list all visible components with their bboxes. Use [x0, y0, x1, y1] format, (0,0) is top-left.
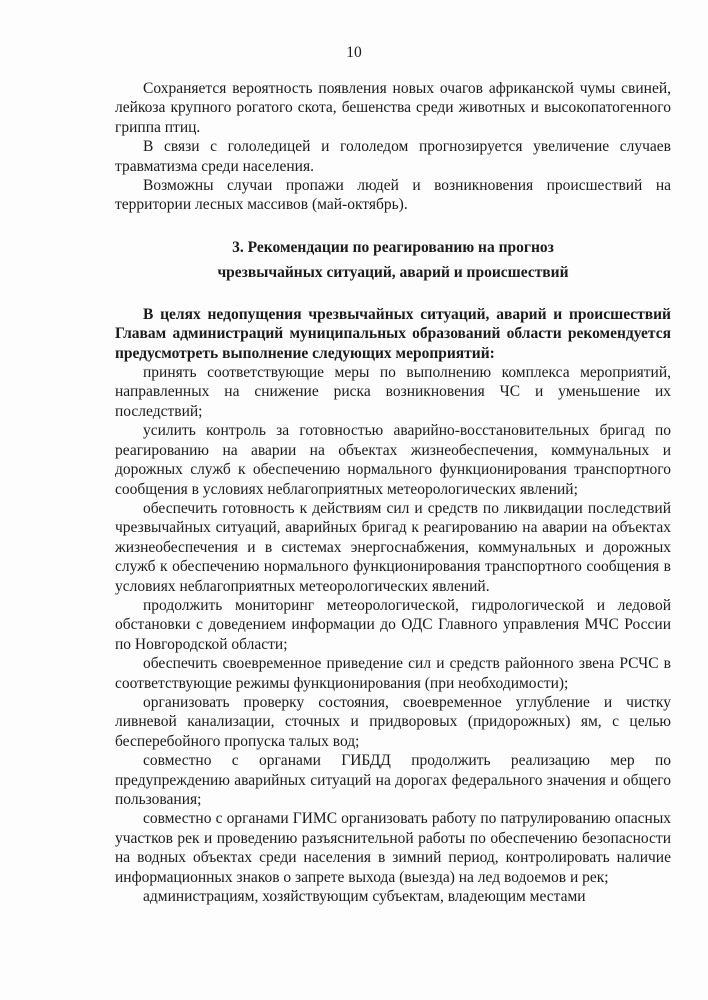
section-heading-line-2: чрезвычайных ситуаций, аварий и происшествий	[217, 263, 569, 281]
recommendation-item: обеспечить готовность к действиям сил и средств по ликвидации последствий чрезвычайных ситуаций, аварийных бригад к реагированию на аварии на объектах жизнеобеспечения и в системах энергоснабжения, коммунальных и дорожных служб к обеспечению нормального функционирования транспортного сообщения в условиях неблагоприятных метеорологических явлений.	[115, 499, 671, 595]
paragraph-injury-risk: В связи с гололедицей и гололедом прогнозируется увеличение случаев травматизма среди населения.	[115, 138, 671, 175]
section-heading	[115, 235, 671, 285]
recommendation-item: совместно с органами ГИБДД продолжить реализацию мер по предупреждению аварийных ситуаций на дорогах федерального значения и общего пользования;	[115, 752, 671, 808]
section-heading-line-1: 3. Рекомендации по реагированию на прогноз	[232, 238, 554, 256]
paragraph-missing-people: Возможны случаи пропажи людей и возникновения происшествий на территории лесных массивов (май-октябрь).	[115, 177, 671, 214]
paragraph-disease-risk: Сохраняется вероятность появления новых очагов африканской чумы свиней, лейкоза крупного рогатого скота, бешенства среди животных и высокопатогенного гриппа птиц.	[115, 80, 671, 136]
page-number: 10	[346, 44, 362, 61]
recommendation-item: администрациям, хозяйствующим субъектам, владеющим местами	[143, 888, 586, 906]
recommendation-item: продолжить мониторинг метеорологической, гидрологической и ледовой обстановки с доведением информации до ОДС Главного управления МЧС России по Новгородской области;	[115, 596, 671, 653]
recommendation-item: принять соответствующие меры по выполнению комплекса мероприятий, направленных на снижение риска возникновения ЧС и уменьшение их последствий;	[115, 364, 671, 420]
recommendations-intro: В целях недопущения чрезвычайных ситуаций, аварий и происшествий Главам администраций муниципальных образований области рекомендуется предусмотреть выполнение следующих мероприятий:	[115, 305, 671, 362]
recommendation-item: обеспечить своевременное приведение сил и средств районного звена РСЧС в соответствующие режимы функционирования (при необходимости);	[115, 655, 671, 692]
recommendation-item: совместно с органами ГИМС организовать работу по патрулированию опасных участков рек и проведению разъяснительной работы по обеспечению безопасности на водных объектах среди населения в зимний период, контролировать наличие информационных знаков о запрете выхода (выезда) на лед водоемов и рек;	[115, 810, 671, 886]
recommendation-item: организовать проверку состояния, своевременное углубление и чистку ливневой канализации, сточных и придворовых (придорожных) ям, с целью бесперебойного пропуска талых вод;	[115, 693, 671, 750]
recommendation-item: усилить контроль за готовностью аварийно-восстановительных бригад по реагированию на аварии на объектах жизнеобеспечения, коммунальных и дорожных служб к обеспечению нормального функционирования транспортного сообщения в условиях неблагоприятных метеорологических явлений;	[115, 422, 671, 498]
document-body	[115, 79, 671, 906]
